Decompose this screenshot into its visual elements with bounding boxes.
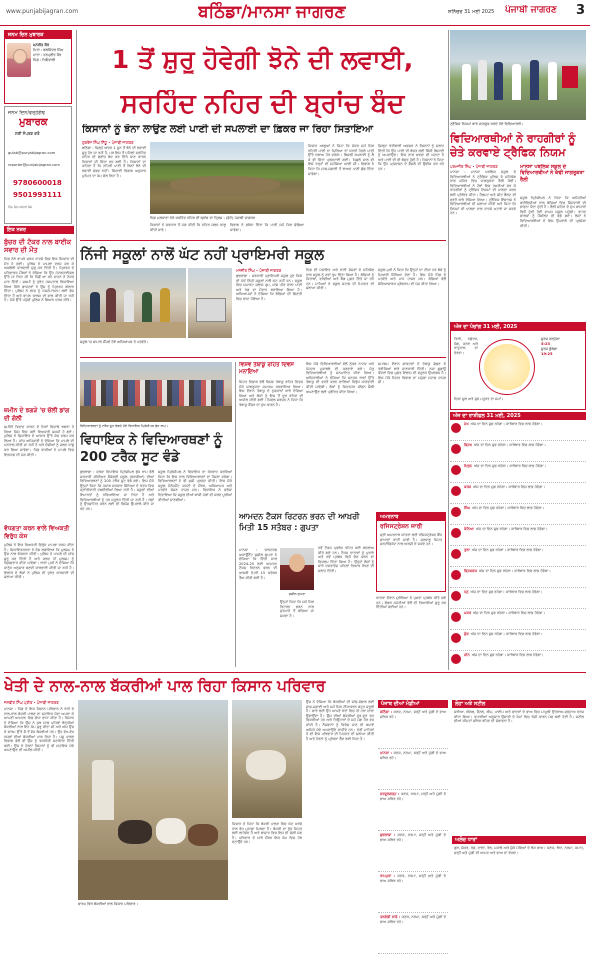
left-news-section: ਇਕ ਨਜ਼ਰ (4, 226, 74, 234)
birthday-photo (7, 43, 31, 77)
traffic-photo (450, 30, 586, 120)
zodiac-icon (451, 633, 461, 643)
school-photo (80, 268, 186, 338)
tobacco-headline: ਵਿਸ਼ਵ ਤੰਬਾਕੂ ਰਹਿਤ ਦਿਵਸ ਮਨਾਇਆ (239, 362, 294, 375)
traffic-subhead: ਮਾਨਸਾ ਪਬਲਿਕ ਸਕੂਲ ਦੇ ਵਿਦਿਆਰਥੀਆਂ ਨੇ ਕੱਢੀ ਜਾਗਰੂਕਤਾ ਰੈਲੀ (520, 164, 585, 183)
traffic-byline: ਪਰਮਜੀਤ ਸਿੰਘ • ਪੰਜਾਬੀ ਜਾਗਰਣ (450, 164, 498, 169)
birthday-email2[interactable]: reporter@punjabijagran.com (8, 163, 60, 167)
left-news-h1: ਬੁੱਚਰ ਦੀ ਟੱਕਰ ਨਾਲ ਬਾਈਕ ਸਵਾਰ ਦੀ ਮੌਤ (4, 238, 72, 254)
goat-caption: ਫਾਰਮ ਵਿਖੇ ਬੱਕਰੀਆਂ ਨਾਲ ਕਿਸਾਨ ਪਰਿਵਾਰ। (78, 902, 138, 906)
tax-photo (280, 548, 314, 590)
zodiac-icon (451, 654, 461, 664)
birthday-ad-note: ਲਈ ਸੰਪਰਕ ਕਰੋ (15, 131, 40, 136)
tax-photo-caption: ਸੁਸ਼ੀਲ ਗੁਪਤਾ (288, 592, 306, 596)
birthday-ad-wish: ਮੁਬਾਰਕ (19, 117, 48, 128)
ad-title: ਅਲੋਚ ਧਾਰਾਂ (452, 836, 586, 844)
page-number: 3 (576, 3, 586, 18)
mandi-row: ਰਾਮਪੁਰਾ : ਕਣਕ, ਨਰਮਾ, ਸਰ੍ਹੋਂ ਅਤੇ ਮੂੰਗੀ ਦੇ ਭਾਅ ਸਥਿਰ ਰਹੇ। (378, 872, 448, 913)
birthday-email1[interactable]: gulab@punjabijagran.com (8, 151, 56, 155)
zodiac-name: ਧਨੁ (464, 590, 469, 594)
birthday-ad-label: ਜਨਮ ਦਿਨ/ਵਰ੍ਹੇਗੰਢ (8, 110, 46, 116)
section-title: ਬਠਿੰਡਾ/ਮਾਨਸਾ ਜਾਗਰਣ (198, 2, 346, 22)
birthday-mother: ਮਾਤਾ : ਹਰਪ੍ਰੀਤ ਕੌਰ (33, 53, 62, 57)
sun-circle (479, 339, 535, 395)
mandi-row: ਬੁਢਲਾਡਾ : ਕਣਕ, ਨਰਮਾ, ਸਰ੍ਹੋਂ ਅਤੇ ਮੂੰਗੀ ਦੇ ਭਾਅ ਸਥਿਰ ਰਹੇ। (378, 831, 448, 872)
paper-name: ਪੰਜਾਬੀ ਜਾਗਰਣ (505, 5, 557, 15)
goat-headline: ਖੇਤੀ ਦੇ ਨਾਲ-ਨਾਲ ਬੱਕਰੀਆਂ ਪਾਲ ਰਿਹਾ ਕਿਸਾਨ ਪਰਿਵਾਰ (4, 677, 326, 695)
mla-body-col2: ਸਕੂਲ ਪ੍ਰਿੰਸੀਪਲ ਨੇ ਵਿਧਾਇਕ ਦਾ ਧੰਨਵਾਦ ਕਰਦਿਆਂ ਕਿਹਾ ਕਿ ਇਸ ਨਾਲ ਵਿਦਿਆਰਥਣਾਂ ਦਾ ਹੌਸਲਾ ਵਧੇਗਾ। ਵਿਦਿਆਰਥਣਾਂ ਨੇ ਵੀ ਖ਼ੁਸ਼ੀ ਪ੍ਰਗਟ ਕੀਤੀ। ਇਸ ਮੌਕੇ ਸਕੂਲ ਮੈਨੇਜਮੈਂਟ ਕਮੇਟੀ ਦੇ ਮੈਂਬਰ, ਅਧਿਆਪਕ ਅਤੇ ਪਤਵੰਤੇ ਸੱਜਣ ਹਾਜ਼ਰ ਸਨ। ਵਿਧਾਇਕ ਨੇ ਭਰੋਸਾ ਦਿਵਾਇਆ ਕਿ ਸਕੂਲ ਦੀਆਂ ਬਾਕੀ ਮੰਗਾਂ ਵੀ ਜਲਦ ਪੂਰੀਆਂ ਕੀਤੀਆਂ ਜਾਣਗੀਆਂ। (158, 470, 232, 502)
rashi-row: ਬ੍ਰਿਸ਼ਚਕ ਅੱਜ ਦਾ ਦਿਨ ਸ਼ੁਭ ਰਹੇਗਾ। ਕਾਰੋਬਾਰ ਵਿਚ ਲਾਭ ਹੋਵੇਗਾ। (450, 567, 586, 588)
zodiac-name: ਮੇਖ (464, 422, 469, 426)
zodiac-name: ਮਕਰ (464, 611, 472, 615)
zodiac-name: ਕੰਨਿਆ (464, 527, 474, 531)
goat-body-col2: ਕਿਸਾਨ ਨੇ ਕਿਹਾ ਕਿ ਬੱਕਰੀ ਪਾਲਣ ਵਿਚ ਘੱਟ ਖ਼ਰਚੇ ਨਾਲ ਵੱਧ ਮੁਨਾਫ਼ਾ ਮਿਲਦਾ ਹੈ। ਬੱਕਰੀ ਦਾ ਦੁੱਧ ਸਿਹਤ ਲਈ ਲਾਹੇਵੰਦ ਹੈ ਅਤੇ ਬਾਜ਼ਾਰ ਵਿਚ ਇਸ ਦੀ ਚੰਗੀ ਮੰਗ ਹੈ। ਪਰਿਵਾਰ ਦੇ ਸਾਰੇ ਮੈਂਬਰ ਇਸ ਕੰਮ ਵਿਚ ਹੱਥ ਵਟਾਉਂਦੇ ਹਨ। (232, 822, 302, 845)
rashi-row: ਸਿੰਘ ਅੱਜ ਦਾ ਦਿਨ ਸ਼ੁਭ ਰਹੇਗਾ। ਕਾਰੋਬਾਰ ਵਿਚ ਲਾਭ ਹੋਵੇਗਾ। (450, 504, 586, 525)
mla-headline: ਵਿਧਾਇਕ ਨੇ ਵਿਦਿਆਰਥਣਾਂ ਨੂੰ 200 ਟਰੈਕ ਸੂਟ ਵੰਡੇ (80, 433, 223, 465)
school-headline: ਨਿੱਜੀ ਸਕੂਲਾਂ ਨਾਲੋਂ ਘੱਟ ਨਹੀਂ ਪ੍ਰਾਇਮਰੀ ਸਕੂਲ (80, 247, 325, 263)
goat-byline: ਜਸਵੀਰ ਸਿੰਘ ਪ੍ਰੀਤ • ਪੰਜਾਬੀ ਜਾਗਰਣ (4, 700, 59, 705)
mla-body-col1: ਬੁਢਲਾਡਾ : ਹਲਕਾ ਵਿਧਾਇਕ ਪ੍ਰਿੰਸੀਪਲ ਬੁੱਧ ਰਾਮ ਵੱਲੋਂ ਸਰਕਾਰੀ ਸੀਨੀਅਰ ਸੈਕੰਡਰੀ ਸਕੂਲ (ਲੜਕੀਆਂ) ਦੀਆਂ ਵਿਦਿਆਰਥਣਾਂ ਨੂੰ 200 ਟਰੈਕ ਸੂਟ ਵੰਡੇ ਗਏ। ਇਸ ਮੌਕੇ ਉਨ੍ਹਾਂ ਕਿਹਾ ਕਿ ਪੰਜਾਬ ਸਰਕਾਰ ਸਿੱਖਿਆ ਦੇ ਖੇਤਰ ਵਿਚ ਕ੍ਰਾਂਤੀਕਾਰੀ ਤਬਦੀਲੀਆਂ ਲਿਆ ਰਹੀ ਹੈ। ਸਕੂਲਾਂ ਦੀਆਂ ਇਮਾਰਤਾਂ ਨੂੰ ਨਵਿਆਇਆ ਜਾ ਰਿਹਾ ਹੈ ਅਤੇ ਵਿਦਿਆਰਥੀਆਂ ਨੂੰ ਹਰ ਸਹੂਲਤ ਦਿੱਤੀ ਜਾ ਰਹੀ ਹੈ। ਖੇਡਾਂ ਨੂੰ ਉਤਸ਼ਾਹਿਤ ਕਰਨ ਲਈ ਵੀ ਵਿਸ਼ੇਸ਼ ਉਪਰਾਲੇ ਕੀਤੇ ਜਾ ਰਹੇ ਹਨ। (80, 470, 154, 511)
traffic-caption: ਟ੍ਰੈਫਿਕ ਨਿਯਮਾਂ ਬਾਰੇ ਜਾਗਰੂਕ ਕਰਦੇ ਹੋਏ ਵਿਦਿਆਰਥੀ। (450, 122, 524, 126)
rashi-row: ਕਰਕ ਅੱਜ ਦਾ ਦਿਨ ਸ਼ੁਭ ਰਹੇਗਾ। ਕਾਰੋਬਾਰ ਵਿਚ ਲਾਭ ਹੋਵੇਗਾ। (450, 483, 586, 504)
left-news: ਇਕ ਨਜ਼ਰ ਬੁੱਚਰ ਦੀ ਟੱਕਰ ਨਾਲ ਬਾਈਕ ਸਵਾਰ ਦੀ ਮੌਤ ਪਿੰਡ ਨੇੜੇ ਵਾਪਰੇ ਸੜਕ ਹਾਦਸੇ ਵਿਚ ਇਕ ਨੌਜਵਾਨ ਦੀ ਮੌਤ ਹੋ ਗਈ। ਪੁਲਿਸ ਨੇ ਮਾਮਲਾ ਦਰਜ ਕਰ ਕੇ ਅਗਲੇਰੀ ਕਾਰਵਾਈ ਸ਼ੁਰੂ ਕਰ ਦਿੱਤੀ ਹੈ। ਮ੍ਰਿਤਕ ਦੇ ਪਰਿਵਾਰਕ ਮੈਂਬਰਾਂ ਨੇ ਦੱਸਿਆ ਕਿ ਉਹ ਮੋਟਰਸਾਈਕਲ ਉੱਤੇ ਜਾ ਰਿਹਾ ਸੀ ਕਿ ਪਿੱਛੋਂ ਆ ਰਹੇ ਵਾਹਨ ਨੇ ਟੱਕਰ ਮਾਰ ਦਿੱਤੀ। ਜ਼ਖ਼ਮੀ ਨੂੰ ਤੁਰੰਤ ਹਸਪਤਾਲ ਲਿਜਾਇਆ ਗਿਆ ਜਿੱਥੇ ਡਾਕਟਰਾਂ ਨੇ ਉਸ ਨੂੰ ਮ੍ਰਿਤਕ ਐਲਾਨ ਦਿੱਤਾ। ਪੁਲਿਸ ਨੇ ਲਾਸ਼ ਨੂੰ ਪੋਸਟਮਾਰਟਮ ਲਈ ਭੇਜ ਦਿੱਤਾ ਹੈ ਅਤੇ ਵਾਹਨ ਚਾਲਕ ਦੀ ਭਾਲ ਕੀਤੀ ਜਾ ਰਹੀ ਹੈ। ਮੌਕੇ ਉੱਤੇ ਪਹੁੰਚੀ ਪੁਲਿਸ ਨੇ ਬਿਆਨ ਦਰਜ ਕੀਤੇ। ਜ਼ਮੀਨ ਦੇ ਝਗੜੇ 'ਚ ਚੱਲੀ ਡਾਂਗ ਦੀ ਗੱਲੀ ਜ਼ਮੀਨੀ ਵਿਵਾਦ ਕਾਰਨ ਦੋ ਧਿਰਾਂ ਵਿਚਾਲੇ ਝਗੜਾ ਹੋ ਗਿਆ ਜਿਸ ਵਿਚ ਕਈ ਵਿਅਕਤੀ ਜ਼ਖ਼ਮੀ ਹੋ ਗਏ। ਪੁਲਿਸ ਨੇ ਸ਼ਿਕਾਇਤ ਦੇ ਆਧਾਰ ਉੱਤੇ ਕੇਸ ਦਰਜ ਕਰ ਲਿਆ ਹੈ। ਜਾਂਚ ਅਧਿਕਾਰੀ ਨੇ ਦੱਸਿਆ ਕਿ ਮਾਮਲੇ ਦੀ ਪੜਤਾਲ ਕੀਤੀ ਜਾ ਰਹੀ ਹੈ ਅਤੇ ਦੋਸ਼ੀਆਂ ਨੂੰ ਜਲਦ ਕਾਬੂ ਕਰ ਲਿਆ ਜਾਵੇਗਾ। ਪਿੰਡ ਵਾਸੀਆਂ ਨੇ ਮਾਮਲੇ ਵਿਚ ਇਨਸਾਫ਼ ਦੀ ਮੰਗ ਕੀਤੀ। ਵੱਧਗਤਾ ਕਰਨ ਵਾਲੇ ਵਿਅਕਤੀ ਵਿਰੁੱਧ ਕੇਸ ਪੁਲਿਸ ਨੇ ਇਕ ਵਿਅਕਤੀ ਵਿਰੁੱਧ ਮਾਮਲਾ ਦਰਜ ਕੀਤਾ ਹੈ। ਸ਼ਿਕਾਇਤਕਰਤਾ ਨੇ ਦੋਸ਼ ਲਗਾਇਆ ਕਿ ਮੁਲਜ਼ਮ ਨੇ ਉਸ ਨਾਲ ਵੱਧਗਤਾ ਕੀਤੀ। ਪੁਲਿਸ ਨੇ ਮਾਮਲੇ ਦੀ ਜਾਂਚ ਸ਼ੁਰੂ ਕਰ ਦਿੱਤੀ ਹੈ ਅਤੇ ਜਲਦ ਹੀ ਮੁਲਜ਼ਮ ਨੂੰ ਗ੍ਰਿਫ਼ਤਾਰ ਕੀਤਾ ਜਾਵੇਗਾ। ਥਾਣਾ ਮੁਖੀ ਨੇ ਦੱਸਿਆ ਕਿ ਕਾਨੂੰਨ ਅਨੁਸਾਰ ਬਣਦੀ ਕਾਰਵਾਈ ਕੀਤੀ ਜਾ ਰਹੀ ਹੈ। ਇਲਾਕੇ ਦੇ ਲੋਕਾਂ ਨੇ ਪੁਲਿਸ ਦੀ ਤੁਰੰਤ ਕਾਰਵਾਈ ਦੀ ਸ਼ਲਾਘਾ ਕੀਤੀ। (4, 227, 74, 580)
tobacco-body-3: ਸਮਾਗਮ ਦੌਰਾਨ ਡਾਕਟਰਾਂ ਨੇ ਤੰਬਾਕੂ ਛੱਡਣ ਦੇ ਤਰੀਕਿਆਂ ਬਾਰੇ ਜਾਣਕਾਰੀ ਦਿੱਤੀ। ਨਸ਼ਾ ਛੁਡਾਊ ਕੇਂਦਰਾਂ ਵਿਚ ਮੁਫ਼ਤ ਇਲਾਜ ਦੀ ਸਹੂਲਤ ਉਪਲਬਧ ਹੈ। ਇਸ ਮੌਕੇ ਸਿਹਤ ਵਿਭਾਗ ਦਾ ਸਮੁੱਚਾ ਸਟਾਫ਼ ਹਾਜ਼ਰ ਸੀ। (378, 362, 446, 385)
sunrise-time: 5:23 (541, 342, 550, 346)
rashifal-list-title: ਅੱਜ ਦਾ ਰਾਸ਼ੀਫਲ 31 ਮਈ, 2025 (450, 412, 586, 420)
rashi-row: ਧਨੁ ਅੱਜ ਦਾ ਦਿਨ ਸ਼ੁਭ ਰਹੇਗਾ। ਕਾਰੋਬਾਰ ਵਿਚ ਲਾਭ ਹੋਵੇਗਾ। (450, 588, 586, 609)
zodiac-name: ਬ੍ਰਿਸ਼ਚਕ (464, 569, 477, 573)
mandi-row: ਸਰਦੂਲਗੜ੍ਹ : ਕਣਕ, ਨਰਮਾ, ਸਰ੍ਹੋਂ ਅਤੇ ਮੂੰਗੀ ਦੇ ਭਾਅ ਸਥਿਰ ਰਹੇ। (378, 790, 448, 831)
zodiac-icon (451, 423, 461, 433)
rashi-row: ਮੇਖ ਅੱਜ ਦਾ ਦਿਨ ਸ਼ੁਭ ਰਹੇਗਾ। ਕਾਰੋਬਾਰ ਵਿਚ ਲਾਭ ਹੋਵੇਗਾ। (450, 420, 586, 441)
rashifal-list (450, 412, 586, 666)
school-body-col1: ਬੁਢਲਾਡਾ : ਸਰਕਾਰੀ ਪ੍ਰਾਇਮਰੀ ਸਕੂਲ ਹੁਣ ਕਿਸੇ ਵੀ ਪੱਖੋਂ ਨਿੱਜੀ ਸਕੂਲਾਂ ਨਾਲੋਂ ਘੱਟ ਨਹੀਂ ਹਨ। ਸਕੂਲ ਵਿਚ ਸਮਾਰਟ ਕਲਾਸ ਰੂਮ, ਸਾਫ਼ ਪੀਣ ਵਾਲਾ ਪਾਣੀ ਅਤੇ ਖੇਡ ਦਾ ਮੈਦਾਨ ਬਣਾਇਆ ਗਿਆ ਹੈ। ਅਧਿਆਪਕਾਂ ਨੇ ਦੱਸਿਆ ਕਿ ਬੱਚਿਆਂ ਦੀ ਗਿਣਤੀ ਵਿਚ ਵਾਧਾ ਹੋਇਆ ਹੈ। (236, 274, 302, 301)
mandi-row: ਤਲਵੰਡੀ ਸਾਬੋ : ਕਣਕ, ਨਰਮਾ, ਸਰ੍ਹੋਂ ਅਤੇ ਮੂੰਗੀ ਦੇ ਭਾਅ ਸਥਿਰ ਰਹੇ। (378, 913, 448, 954)
metal-title: ਲੋਹਾ ਅਤੇ ਸਟੀਲ (452, 700, 586, 708)
main-body-col3: ਵਿਭਾਗ ਨੇ ਭਰੋਸਾ ਦਿੱਤਾ ਕਿ ਪਾਣੀ ਸਮੇਂ ਸਿਰ ਛੱਡਿਆ ਜਾਵੇਗਾ। (230, 223, 304, 232)
zodiac-icon (451, 528, 461, 538)
tax-headline: ਆਮਦਨ ਟੈਕਸ ਰਿਟਰਨ ਭਰਨ ਦੀ ਆਖ਼ਰੀ ਮਿਤੀ 15 ਸਤੰਬਰ : ਗੁਪਤਾ (239, 512, 360, 532)
main-byline: ਗੁਰਤੇਜ ਸਿੰਘ ਸਿੱਧੂ • ਪੰਜਾਬੀ ਜਾਗਰਣ (82, 140, 134, 145)
tobacco-body: ਸਿਹਤ ਵਿਭਾਗ ਵੱਲੋਂ ਵਿਸ਼ਵ ਤੰਬਾਕੂ ਰਹਿਤ ਦਿਵਸ ਮੌਕੇ ਜਾਗਰੂਕਤਾ ਸਮਾਗਮ ਕਰਵਾਇਆ ਗਿਆ। ਇਸ ਦੌਰਾਨ ਤੰਬਾਕੂ ਦੇ ਨੁਕਸਾਨਾਂ ਬਾਰੇ ਦੱਸਿਆ ਗਿਆ ਅਤੇ ਲੋਕਾਂ ਨੂੰ ਇਸ ਤੋਂ ਦੂਰ ਰਹਿਣ ਦੀ ਅਪੀਲ ਕੀਤੀ ਗਈ। ਸਿਵਲ ਸਰਜਨ ਨੇ ਕਿਹਾ ਕਿ ਤੰਬਾਕੂ ਕੈਂਸਰ ਦਾ ਮੁੱਖ ਕਾਰਨ ਹੈ। (239, 380, 303, 407)
school-photo-2 (188, 268, 232, 338)
site-url: www.punjabijagran.com (6, 8, 79, 15)
mla-photo (80, 362, 232, 422)
zodiac-name: ਸਿੰਘ (464, 506, 471, 510)
birthday-title: ਜਨਮ ਦਿਨ ਮੁਬਾਰਕ (5, 31, 71, 39)
mandi-rows (378, 708, 448, 954)
zodiac-name: ਤੁਲਾ (464, 548, 470, 552)
school-body-col3: ਸਕੂਲ ਮੁਖੀ ਨੇ ਕਿਹਾ ਕਿ ਉਨ੍ਹਾਂ ਦਾ ਟੀਚਾ ਹਰ ਬੱਚੇ ਨੂੰ ਮਿਆਰੀ ਸਿੱਖਿਆ ਦੇਣਾ ਹੈ। ਇਸ ਮੌਕੇ ਪਿੰਡ ਦੇ ਪਤਵੰਤੇ ਅਤੇ ਮਾਪੇ ਹਾਜ਼ਰ ਸਨ। ਬੱਚਿਆਂ ਵੱਲੋਂ ਸੱਭਿਆਚਾਰਕ ਪ੍ਰੋਗਰਾਮ ਵੀ ਪੇਸ਼ ਕੀਤਾ ਗਿਆ। (378, 268, 446, 286)
goat-photo-2 (232, 700, 302, 818)
goat-photo (78, 700, 228, 900)
main-subhead: ਕਿਸਾਨਾਂ ਨੂੰ ਝੋਨਾ ਲਾਉਣ ਲਈ ਪਾਣੀ ਦੀ ਸਪਲਾਈ ਦਾ ਫ਼ਿਕਰ ਜਾ ਰਿਹਾ ਸਿਤਾਇਆ (82, 124, 373, 135)
tax-body-3: ਨਵੇਂ ਟੈਕਸ ਪ੍ਰਬੰਧ ਤਹਿਤ ਕਈ ਬਦਲਾਅ ਕੀਤੇ ਗਏ ਹਨ। ਟੈਕਸ ਦਾਤਾਵਾਂ ਨੂੰ ਪੁਰਾਣੇ ਅਤੇ ਨਵੇਂ ਪ੍ਰਬੰਧ ਵਿਚੋਂ ਚੋਣ ਕਰਨ ਦਾ ਵਿਕਲਪ ਦਿੱਤਾ ਗਿਆ ਹੈ। ਉਨ੍ਹਾਂ ਲੋਕਾਂ ਨੂੰ ਸਾਰੇ ਦਸਤਾਵੇਜ਼ ਪਹਿਲਾਂ ਤਿਆਰ ਰੱਖਣ ਦੀ ਸਲਾਹ ਦਿੱਤੀ। (318, 546, 374, 573)
school-caption: ਸਕੂਲ 'ਚ ਸਾਮਾਨ ਸੌਂਪਦੇ ਹੋਏ ਅਧਿਆਪਕ ਤੇ ਪਤਵੰਤੇ। (80, 340, 149, 344)
date-line: ਸ਼ਨਿੱਚਰ 31 ਮਈ 2025 (448, 9, 495, 15)
main-body-col2: ਕਿਸਾਨਾਂ ਨੇ ਸਰਕਾਰ ਤੋਂ ਮੰਗ ਕੀਤੀ ਕਿ ਨਹਿਰ ਜਲਦ ਚਾਲੂ ਕੀਤੀ ਜਾਵੇ। (150, 223, 226, 232)
sunset-time: 19:25 (541, 352, 553, 356)
tax-body-2: ਉਨ੍ਹਾਂ ਕਿਹਾ ਕਿ ਸਮੇਂ ਸਿਰ ਰਿਟਰਨ ਭਰਨ ਨਾਲ ਜੁਰਮਾਨੇ ਤੋਂ ਬਚਿਆ ਜਾ ਸਕਦਾ ਹੈ। (280, 600, 314, 618)
goat-body-col1: ਮਾਨਸਾ : ਪਿੰਡ ਦੇ ਇਕ ਕਿਸਾਨ ਪਰਿਵਾਰ ਨੇ ਖੇਤੀ ਦੇ ਨਾਲ-ਨਾਲ ਬੱਕਰੀ ਪਾਲਣ ਦਾ ਸਹਾਇਕ ਧੰਦਾ ਅਪਣਾ ਕੇ ਆਪਣੀ ਆਮਦਨ ਵਿਚ ਚੋਖਾ ਵਾਧਾ ਕੀਤਾ ਹੈ। ਕਿਸਾਨ ਨੇ ਦੱਸਿਆ ਕਿ ਉਸ ਨੇ ਕੁਝ ਸਾਲ ਪਹਿਲਾਂ ਥੋੜ੍ਹੀਆਂ ਬੱਕਰੀਆਂ ਨਾਲ ਇਹ ਕੰਮ ਸ਼ੁਰੂ ਕੀਤਾ ਸੀ ਅਤੇ ਅੱਜ ਉਸ ਦੇ ਫਾਰਮ ਉੱਤੇ ਸੌ ਤੋਂ ਵੱਧ ਬੱਕਰੀਆਂ ਹਨ। ਉਹ ਵੱਖ-ਵੱਖ ਨਸਲਾਂ ਦੀਆਂ ਬੱਕਰੀਆਂ ਪਾਲ ਰਿਹਾ ਹੈ। ਪਸ਼ੂ ਪਾਲਣ ਵਿਭਾਗ ਵੱਲੋਂ ਵੀ ਉਸ ਨੂੰ ਤਕਨੀਕੀ ਸਹਾਇਤਾ ਦਿੱਤੀ ਗਈ। ਉਸ ਨੇ ਹੋਰਨਾਂ ਕਿਸਾਨਾਂ ਨੂੰ ਵੀ ਸਹਾਇਕ ਧੰਦੇ ਅਪਣਾਉਣ ਦੀ ਅਪੀਲ ਕੀਤੀ। (4, 707, 74, 753)
main-headline-line2: ਸਰਹਿੰਦ ਨਹਿਰ ਦੀ ਬ੍ਰਾਂਚ ਬੰਦ (120, 90, 405, 118)
canal-photo-caption: ਪਿੰਡ ਮਲਕਾਣਾ ਨੇੜੇ ਸਰਹਿੰਦ ਨਹਿਰ ਦੀ ਬ੍ਰਾਂਚ ਦਾ ਦ੍ਰਿਸ਼। (ਫ਼ੋਟੋ) ਪੰਜਾਬੀ ਜਾਗਰਣ (150, 216, 256, 220)
mandi-table (378, 700, 448, 956)
birthday-phone2: 9501993111 (13, 191, 62, 199)
rashi-row: ਕੁੰਭ ਅੱਜ ਦਾ ਦਿਨ ਸ਼ੁਭ ਰਹੇਗਾ। ਕਾਰੋਬਾਰ ਵਿਚ ਲਾਭ ਹੋਵੇਗਾ। (450, 630, 586, 651)
traffic-body-1: ਮਾਨਸਾ : ਮਾਨਸਾ ਪਬਲਿਕ ਸਕੂਲ ਦੇ ਵਿਦਿਆਰਥੀਆਂ ਨੇ ਟ੍ਰੈਫਿਕ ਪੁਲਿਸ ਦੇ ਸਹਿਯੋਗ ਨਾਲ ਸ਼ਹਿਰ ਵਿਚ ਜਾਗਰੂਕਤਾ ਰੈਲੀ ਕੱਢੀ। ਵਿਦਿਆਰਥੀਆਂ ਨੇ ਹੱਥਾਂ ਵਿਚ ਤਖ਼ਤੀਆਂ ਫੜ ਕੇ ਰਾਹਗੀਰਾਂ ਨੂੰ ਟ੍ਰੈਫਿਕ ਨਿਯਮਾਂ ਦੀ ਪਾਲਣਾ ਕਰਨ ਲਈ ਪ੍ਰੇਰਿਤ ਕੀਤਾ। ਹੈਲਮਟ ਅਤੇ ਸੀਟ ਬੈਲਟ ਦੀ ਵਰਤੋਂ ਬਾਰੇ ਦੱਸਿਆ ਗਿਆ। ਟ੍ਰੈਫਿਕ ਇੰਚਾਰਜ ਨੇ ਵਿਦਿਆਰਥੀਆਂ ਦੀ ਸ਼ਲਾਘਾ ਕੀਤੀ ਅਤੇ ਕਿਹਾ ਕਿ ਨਿਯਮਾਂ ਦੀ ਪਾਲਣਾ ਨਾਲ ਹਾਦਸੇ ਘਟਾਏ ਜਾ ਸਕਦੇ ਹਨ। (450, 170, 516, 216)
sunset-label: ਸੂਰਜ ਡੁੱਬੇਗਾ (541, 347, 558, 351)
rashi-row: ਮੀਨ ਅੱਜ ਦਾ ਦਿਨ ਸ਼ੁਭ ਰਹੇਗਾ। ਕਾਰੋਬਾਰ ਵਿਚ ਲਾਭ ਹੋਵੇਗਾ। (450, 651, 586, 666)
left-news-h2: ਜ਼ਮੀਨ ਦੇ ਝਗੜੇ 'ਚ ਚੱਲੀ ਡਾਂਗ ਦੀ ਗੱਲੀ (4, 407, 70, 422)
main-body-col1: ਬਠਿੰਡਾ : ਜ਼ਿਲ੍ਹੇ ਅੰਦਰ 1 ਜੂਨ ਤੋਂ ਝੋਨੇ ਦੀ ਲਵਾਈ ਸ਼ੁਰੂ ਹੋਣ ਜਾ ਰਹੀ ਹੈ, ਪਰ ਇਸ ਤੋਂ ਪਹਿਲਾਂ ਸਰਹਿੰਦ ਨਹਿਰ ਦੀ ਬ੍ਰਾਂਚ ਬੰਦ ਕਰ ਦਿੱਤੇ ਜਾਣ ਕਾਰਨ ਕਿਸਾਨਾਂ ਦੀ ਚਿੰਤਾ ਵਧ ਗਈ ਹੈ। ਕਿਸਾਨਾਂ ਦਾ ਕਹਿਣਾ ਹੈ ਕਿ ਨਹਿਰੀ ਪਾਣੀ ਤੋਂ ਬਿਨਾਂ ਝੋਨੇ ਦੀ ਲਵਾਈ ਸੰਭਵ ਨਹੀਂ। ਸਿੰਚਾਈ ਵਿਭਾਗ ਅਨੁਸਾਰ ਮੁਰੰਮਤ ਦਾ ਕੰਮ ਚੱਲ ਰਿਹਾ ਹੈ। (82, 146, 146, 178)
zodiac-icon (451, 570, 461, 580)
school-byline: ਮਨਜੀਤ ਸਿੰਘ • ਪੰਜਾਬੀ ਜਾਗਰਣ (236, 268, 282, 273)
zodiac-icon (451, 591, 461, 601)
zodiac-name: ਕਰਕ (464, 485, 472, 489)
traffic-headline: ਵਿਦਿਆਰਥੀਆਂ ਨੇ ਰਾਹਗੀਰਾਂ ਨੂੰ ਚੇਤੇ ਕਰਵਾਏ ਟ੍ਰੈਫਿਕ ਨਿਯਮ (450, 132, 576, 159)
birthday-ad: ਜਨਮ ਦਿਨ/ਵਰ੍ਹੇਗੰਢ ਮੁਬਾਰਕ ਲਈ ਸੰਪਰਕ ਕਰੋ gulab@punjabijagran.com reporter@punjabijagran.com 9780600018 9501993111 ਤਿੰਨ ਦਿਨ ਪਹਿਲਾਂ ਭੇਜੋ (4, 106, 72, 224)
birthday-phone1: 9780600018 (13, 179, 62, 187)
zodiac-icon (451, 444, 461, 454)
rashifal-title: ਅੱਜ ਦਾ ਪੰਚਾਂਗ 31 ਮਈ, 2025 (451, 323, 585, 331)
traffic-body-2: ਸਕੂਲ ਪ੍ਰਿੰਸੀਪਲ ਨੇ ਕਿਹਾ ਕਿ ਅਜਿਹੀਆਂ ਗਤੀਵਿਧੀਆਂ ਨਾਲ ਬੱਚਿਆਂ ਵਿਚ ਜ਼ਿੰਮੇਵਾਰੀ ਦੀ ਭਾਵਨਾ ਪੈਦਾ ਹੁੰਦੀ ਹੈ। ਰੈਲੀ ਸ਼ਹਿਰ ਦੇ ਮੁੱਖ ਬਾਜ਼ਾਰਾਂ ਵਿਚੋਂ ਹੁੰਦੀ ਹੋਈ ਵਾਪਸ ਸਕੂਲ ਪਹੁੰਚੀ। ਵਾਹਨ ਚਾਲਕਾਂ ਨੂੰ ਪੈਂਫਲਿਟ ਵੀ ਵੰਡੇ ਗਏ। ਲੋਕਾਂ ਨੇ ਵਿਦਿਆਰਥੀਆਂ ਦੇ ਇਸ ਉਪਰਾਲੇ ਦੀ ਪ੍ਰਸ਼ੰਸਾ ਕੀਤੀ। (520, 196, 586, 228)
sunrise-label: ਸੂਰਜ ਚੜ੍ਹੇਗਾ (541, 337, 560, 341)
amarnath-body: ਯਾਤਰਾ ਦੌਰਾਨ ਸੁਰੱਖਿਆ ਦੇ ਪੁਖ਼ਤਾ ਪ੍ਰਬੰਧ ਕੀਤੇ ਗਏ ਹਨ। ਲੰਗਰ ਕਮੇਟੀਆਂ ਵੱਲੋਂ ਵੀ ਤਿਆਰੀਆਂ ਸ਼ੁਰੂ ਕਰ ਦਿੱਤੀਆਂ ਗਈਆਂ ਹਨ। (376, 596, 446, 610)
rashi-row: ਬ੍ਰਿਖ ਅੱਜ ਦਾ ਦਿਨ ਸ਼ੁਭ ਰਹੇਗਾ। ਕਾਰੋਬਾਰ ਵਿਚ ਲਾਭ ਹੋਵੇਗਾ। (450, 441, 586, 462)
rashi-row: ਮਿਥੁਨ ਅੱਜ ਦਾ ਦਿਨ ਸ਼ੁਭ ਰਹੇਗਾ। ਕਾਰੋਬਾਰ ਵਿਚ ਲਾਭ ਹੋਵੇਗਾ। (450, 462, 586, 483)
zodiac-name: ਬ੍ਰਿਖ (464, 443, 472, 447)
masthead (0, 0, 590, 26)
mandi-title: ਪੰਜਾਬ ਦੀਆਂ ਮੰਡੀਆਂ (378, 700, 448, 708)
mla-caption: ਵਿਦਿਆਰਥਣਾਂ ਨੂੰ ਟਰੈਕ ਸੂਟ ਵੰਡਦੇ ਹੋਏ ਵਿਧਾਇਕ ਪ੍ਰਿੰਸੀਪਲ ਬੁੱਧ ਰਾਮ। (80, 424, 169, 428)
birthday-box (4, 30, 72, 104)
goat-body-col3: ਉਸ ਨੇ ਦੱਸਿਆ ਕਿ ਬੱਕਰੀਆਂ ਦੀ ਸਾਂਭ-ਸੰਭਾਲ ਲਈ ਸਾਫ਼-ਸਫ਼ਾਈ ਅਤੇ ਸਮੇਂ ਸਿਰ ਟੀਕਾਕਰਨ ਬਹੁਤ ਜ਼ਰੂਰੀ ਹੈ। ਚਾਰੇ ਲਈ ਉਹ ਆਪਣੇ ਖੇਤਾਂ ਵਿਚ ਹੀ ਹਰਾ ਚਾਰਾ ਉਗਾਉਂਦਾ ਹੈ। ਉਸ ਦੀਆਂ ਬੱਕਰੀਆਂ ਦੂਰ-ਦੂਰ ਤਕ ਵਿਕਦੀਆਂ ਹਨ ਅਤੇ ਤਿਉਹਾਰਾਂ ਦੇ ਸਮੇਂ ਮੰਗ ਹੋਰ ਵਧ ਜਾਂਦੀ ਹੈ। ਨੌਜਵਾਨਾਂ ਨੂੰ ਵਿਦੇਸ਼ ਜਾਣ ਦੀ ਬਜਾਏ ਅਜਿਹੇ ਧੰਦੇ ਅਪਣਾਉਣੇ ਚਾਹੀਦੇ ਹਨ। ਖੇਤੀ ਮਾਹਿਰਾਂ ਨੇ ਵੀ ਇਸ ਪਰਿਵਾਰ ਦੀ ਮਿਹਨਤ ਦੀ ਸ਼ਲਾਘਾ ਕੀਤੀ ਹੈ ਅਤੇ ਹੋਰਨਾਂ ਨੂੰ ਪ੍ਰੇਰਨਾ ਲੈਣ ਲਈ ਕਿਹਾ ਹੈ। (306, 700, 374, 741)
left-news-h4: ਵੱਧਗਤਾ ਕਰਨ ਵਾਲੇ ਵਿਅਕਤੀ ਵਿਰੁੱਧ ਕੇਸ (4, 525, 70, 540)
birthday-father: ਪਿਤਾ : ਬਲਜਿੰਦਰ ਸਿੰਘ (33, 48, 64, 52)
amarnath-notice: ਰਜਿਸਟ੍ਰੇਸ਼ਨ ਜਾਰੀ (380, 523, 423, 530)
rashifal-box: ਅੱਜ ਦਾ ਪੰਚਾਂਗ 31 ਮਈ, 2025 ਸੂਰਜ ਚੜ੍ਹੇਗਾ 5:23 ਸੂਰਜ ਡੁੱਬੇਗਾ 19:25 ਤਿਥੀ, ਨਛੱਤਰ, ਯੋਗ, ਕਰਣ ਅਤੇ ਰਾਹੂਕਾਲ ਦਾ ਵੇਰਵਾ। ਦਿਸ਼ਾ ਸ਼ੂਲ ਅਤੇ ਸ਼ੁਭ ਮਹੂਰਤ ਦਾ ਸਮਾਂ। (450, 322, 586, 410)
tobacco-body-2: ਇਸ ਮੌਕੇ ਵਿਦਿਆਰਥੀਆਂ ਵੱਲੋਂ ਨੁੱਕੜ ਨਾਟਕ ਅਤੇ ਪੋਸਟਰ ਮੁਕਾਬਲੇ ਵੀ ਕਰਵਾਏ ਗਏ। ਜੇਤੂ ਵਿਦਿਆਰਥੀਆਂ ਨੂੰ ਸਨਮਾਨਿਤ ਕੀਤਾ ਗਿਆ। ਅਧਿਕਾਰੀਆਂ ਨੇ ਦੱਸਿਆ ਕਿ ਜਨਤਕ ਥਾਵਾਂ ਉੱਤੇ ਤੰਬਾਕੂ ਦੀ ਵਰਤੋਂ ਕਰਨ ਵਾਲਿਆਂ ਵਿਰੁੱਧ ਕਾਰਵਾਈ ਕੀਤੀ ਜਾਵੇਗੀ। ਲੋਕਾਂ ਨੂੰ ਸਿਹਤਮੰਦ ਜੀਵਨ ਸ਼ੈਲੀ ਅਪਣਾਉਣ ਲਈ ਪ੍ਰੇਰਿਤ ਕੀਤਾ ਗਿਆ। (306, 362, 374, 394)
school-body-col2: ਪਿੰਡ ਦੀ ਪੰਚਾਇਤ ਅਤੇ ਦਾਨੀ ਸੱਜਣਾਂ ਦੇ ਸਹਿਯੋਗ ਨਾਲ ਸਕੂਲ ਨੂੰ ਨਵਾਂ ਰੂਪ ਦਿੱਤਾ ਗਿਆ ਹੈ। ਬੱਚਿਆਂ ਨੂੰ ਕਿਤਾਬਾਂ, ਵਰਦੀਆਂ ਅਤੇ ਬੈਗ ਮੁਫ਼ਤ ਦਿੱਤੇ ਜਾ ਰਹੇ ਹਨ। ਮਾਪਿਆਂ ਨੇ ਸਕੂਲ ਸਟਾਫ਼ ਦੀ ਮਿਹਨਤ ਦੀ ਸ਼ਲਾਘਾ ਕੀਤੀ। (306, 268, 374, 291)
zodiac-name: ਮੀਨ (464, 653, 470, 657)
main-body-col5: ਜ਼ਿਲ੍ਹਾ ਖੇਤੀਬਾੜੀ ਅਫ਼ਸਰ ਨੇ ਕਿਸਾਨਾਂ ਨੂੰ ਸਲਾਹ ਦਿੱਤੀ ਕਿ ਉਹ ਪਾਣੀ ਦੀ ਬੱਚਤ ਲਈ ਸਿੱਧੀ ਬਿਜਾਈ ਨੂੰ ਅਪਣਾਉਣ। ਇਸ ਨਾਲ ਖ਼ਰਚਾ ਵੀ ਘਟਦਾ ਹੈ ਅਤੇ ਪਾਣੀ ਦੀ ਵੀ ਬੱਚਤ ਹੁੰਦੀ ਹੈ। ਕਿਸਾਨਾਂ ਨੇ ਕਿਹਾ ਕਿ ਉਹ ਪ੍ਰਸ਼ਾਸਨ ਦੇ ਫ਼ੈਸਲੇ ਦੀ ਉਡੀਕ ਕਰ ਰਹੇ ਹਨ। (378, 144, 444, 171)
amarnath-title: ਅਮਰਨਾਥ (377, 513, 445, 521)
canal-photo (150, 142, 304, 214)
tax-body-1: ਮਾਨਸਾ : ਚਾਰਟਰਡ ਅਕਾਊਂਟੈਂਟ ਸੁਸ਼ੀਲ ਗੁਪਤਾ ਨੇ ਦੱਸਿਆ ਕਿ ਵਿੱਤੀ ਸਾਲ 2024-25 ਲਈ ਆਮਦਨ ਟੈਕਸ ਰਿਟਰਨ ਭਰਨ ਦੀ ਆਖ਼ਰੀ ਮਿਤੀ 15 ਸਤੰਬਰ ਤੈਅ ਕੀਤੀ ਗਈ ਹੈ। (239, 548, 277, 580)
metal-box: ਲੋਹਾ ਅਤੇ ਸਟੀਲ ਸਰੀਆ, ਐਂਗਲ, ਚੈਨਲ, ਬੀਮ, ਪਾਈਪ ਅਤੇ ਚਾਦਰਾਂ ਦੇ ਭਾਅ ਵਿਚ ਮਾਮੂਲੀ ਉਤਰਾਅ-ਚੜ੍ਹਾਅ ਦਰਜ ਕੀਤਾ ਗਿਆ। ਵਪਾਰੀਆਂ ਅਨੁਸਾਰ ਉਸਾਰੀ ਦੇ ਕੰਮਾਂ ਵਿਚ ਤੇਜ਼ੀ ਕਾਰਨ ਮੰਗ ਬਣੀ ਹੋਈ ਹੈ। ਸਟੀਲ ਦੀਆਂ ਕੀਮਤਾਂ ਸਥਿਰ ਰਹਿਣ ਦੀ ਸੰਭਾਵਨਾ ਹੈ। ਅਲੋਚ ਧਾਰਾਂ ਗੁੜ, ਸ਼ੱਕਰ, ਖੰਡ, ਦਾਲਾਂ, ਤੇਲ, ਮਸਾਲੇ ਅਤੇ ਸੁੱਕੇ ਮੇਵਿਆਂ ਦੇ ਥੋਕ ਭਾਅ। ਕਣਕ, ਝੋਨਾ, ਨਰਮਾ, ਕਪਾਹ, ਸਰ੍ਹੋਂ ਅਤੇ ਮੂੰਗੀ ਦੀ ਆਮਦ ਅਤੇ ਭਾਅ ਦਾ ਵੇਰਵਾ। (454, 701, 584, 855)
zodiac-icon (451, 549, 461, 559)
zodiac-icon (451, 612, 461, 622)
amarnath-box: ਅਮਰਨਾਥ ਰਜਿਸਟ੍ਰੇਸ਼ਨ ਜਾਰੀ ਸ੍ਰੀ ਅਮਰਨਾਥ ਯਾਤਰਾ ਲਈ ਰਜਿਸਟ੍ਰੇਸ਼ਨ ਬੈਂਕ ਸ਼ਾਖਾਵਾਂ ਰਾਹੀਂ ਜਾਰੀ ਹੈ। ਸ਼ਰਧਾਲੂ ਸਿਹਤ ਸਰਟੀਫ਼ਿਕੇਟ ਨਾਲ ਅਰਜ਼ੀ ਦੇ ਸਕਦੇ ਹਨ। (376, 512, 446, 592)
rashi-row: ਮਕਰ ਅੱਜ ਦਾ ਦਿਨ ਸ਼ੁਭ ਰਹੇਗਾ। ਕਾਰੋਬਾਰ ਵਿਚ ਲਾਭ ਹੋਵੇਗਾ। (450, 609, 586, 630)
rashi-row: ਕੰਨਿਆ ਅੱਜ ਦਾ ਦਿਨ ਸ਼ੁਭ ਰਹੇਗਾ। ਕਾਰੋਬਾਰ ਵਿਚ ਲਾਭ ਹੋਵੇਗਾ। (450, 525, 586, 546)
zodiac-icon (451, 486, 461, 496)
zodiac-icon (451, 507, 461, 517)
zodiac-name: ਮਿਥੁਨ (464, 464, 473, 468)
birthday-place: ਪਿੰਡ : ਖਿਓਵਾਲੀ (33, 58, 56, 62)
sign-list (450, 420, 586, 666)
rashi-row: ਤੁਲਾ ਅੱਜ ਦਾ ਦਿਨ ਸ਼ੁਭ ਰਹੇਗਾ। ਕਾਰੋਬਾਰ ਵਿਚ ਲਾਭ ਹੋਵੇਗਾ। (450, 546, 586, 567)
mandi-row: ਮਾਨਸਾ : ਕਣਕ, ਨਰਮਾ, ਸਰ੍ਹੋਂ ਅਤੇ ਮੂੰਗੀ ਦੇ ਭਾਅ ਸਥਿਰ ਰਹੇ। (378, 749, 448, 790)
zodiac-icon (451, 465, 461, 475)
birthday-name: ਮਨਰੀਤ ਕੌਰ (33, 43, 50, 47)
mandi-row: ਬਠਿੰਡਾ : ਕਣਕ, ਨਰਮਾ, ਸਰ੍ਹੋਂ ਅਤੇ ਮੂੰਗੀ ਦੇ ਭਾਅ ਸਥਿਰ ਰਹੇ। (378, 708, 448, 749)
main-body-col4: ਕਿਸਾਨ ਆਗੂਆਂ ਨੇ ਕਿਹਾ ਕਿ ਜੇਕਰ ਸਮੇਂ ਸਿਰ ਨਹਿਰੀ ਪਾਣੀ ਨਾ ਮਿਲਿਆ ਤਾਂ ਧਰਤੀ ਹੇਠਲੇ ਪਾਣੀ ਉੱਤੇ ਦਬਾਅ ਹੋਰ ਵਧੇਗਾ। ਬਿਜਲੀ ਸਪਲਾਈ ਨੂੰ ਲੈ ਕੇ ਵੀ ਚਿੰਤਾ ਪ੍ਰਗਟਾਈ ਗਈ। ਪਿਛਲੇ ਸਾਲ ਵੀ ਇਸੇ ਤਰ੍ਹਾਂ ਦੀ ਸਮੱਸਿਆ ਆਈ ਸੀ। ਵਿਭਾਗ ਨੇ ਕਿਹਾ ਕਿ ਸਾਫ਼-ਸਫ਼ਾਈ ਤੋਂ ਬਾਅਦ ਪਾਣੀ ਛੱਡ ਦਿੱਤਾ ਜਾਵੇਗਾ। (308, 144, 374, 176)
main-headline-line1: 1 ਤੋਂ ਸ਼ੁਰੂ ਹੋਵੇਗੀ ਝੋਨੇ ਦੀ ਲਵਾਈ, (111, 46, 414, 74)
zodiac-name: ਕੁੰਭ (464, 632, 469, 636)
